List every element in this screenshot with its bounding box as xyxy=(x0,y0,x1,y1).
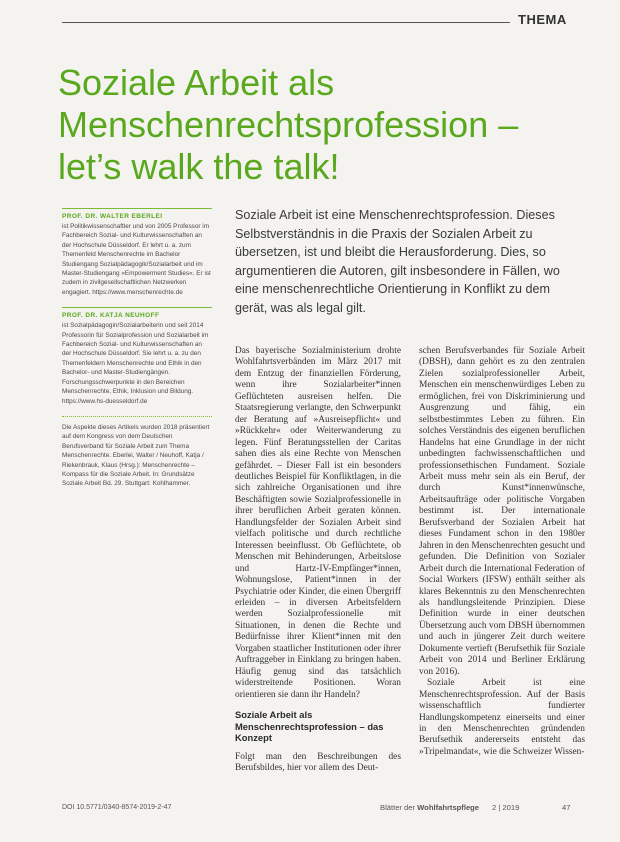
doi-reference: DOI 10.5771/0340-8574-2019-2-47 xyxy=(62,804,172,811)
body-paragraph: schen Berufsverbandes für Soziale Arbeit (DBSH), dann gehört es zu den zentralen Zielen sozialprofessioneller Arbeit, Menschen ein menschenwürdiges Leben zu ermöglichen, frei von Diskriminierung und Ausgrenzung und fähig, ein selbstbestimmtes Leben zu führen. Ein solches Verständnis des eigenen beruflichen Handelns hat eine Grundlage in der nicht unbedingten fachwissenschaftlichen und professionsethischen Fundament. Soziale Arbeit muss mehr sein als ein Beruf, der durch Kunst*innenwünsche, Arbeitsaufträge oder politische Vorgaben bestimmt ist. Der internationale Berufsverband der Sozialen Arbeit hat dieses Fundament schon in den 1980er Jahren in den Menschenrechten gesucht und gefunden. Die Definition von Sozialer Arbeit durch die International Federation of Social Workers (IFSW) enthält seither als klares Bekenntnis zu den Menschenrechten als handlungsleitende Prinzipien. Diese Definition wurde in einer deutschen Übersetzung auch vom DBSH übernommen und auch in jüngerer Zeit durch weitere Dokumente vertieft (Berufsethik für Soziale Arbeit von 2014 und Berliner Erklärung von 2016). xyxy=(419,346,585,677)
journal-name-bold: Wohlfahrtspflege xyxy=(417,803,480,812)
section-label: THEMA xyxy=(518,12,567,27)
author-info-2 xyxy=(62,307,212,406)
author-name: PROF. DR. WALTER EBERLEI xyxy=(62,213,163,220)
sidebar-note: Die Aspekte dieses Artikels wurden 2018 präsentiert auf dem Kongress von dem Deutschen Berufsverband für Soziale Arbeit zum Thema Menschenrechte. Eberlei, Walter / Neuhoff, Katja / Riekenbrauk, Klaus (Hrsg.): Menschenrechte – Kompass für die Soziale Arbeit. In: Grundsätze Soziale Arbeit Bd. 29. Stuttgart: Kohlhammer. xyxy=(62,416,212,489)
journal-name-prefix: Blätter der xyxy=(380,803,418,812)
lead-paragraph: Soziale Arbeit ist eine Menschenrechtsprofession. Dieses Selbstverständnis in die Praxis der Sozialen Arbeit zu übersetzen, ist und bleibt die Herausforderung. Dies, so argumentieren die Autoren, gilt insbesondere in Fällen, wo eine menschenrechtliche Orientierung in Konflikt zu dem gerät, was als legal gilt. xyxy=(235,208,560,315)
author-info-1 xyxy=(62,208,212,297)
header-rule xyxy=(62,22,510,23)
author-sidebar xyxy=(62,208,212,489)
body-paragraph: Folgt man den Beschreibungen des Berufsbildes, hier vor allem des Deut- xyxy=(235,751,401,773)
sidebar-divider xyxy=(62,307,212,308)
headline-line-3: let’s walk the talk! xyxy=(58,146,340,187)
page-footer xyxy=(62,804,582,818)
issue-number: 2 | 2019 xyxy=(492,803,520,812)
article-headline xyxy=(58,62,578,188)
section-subheading: Soziale Arbeit als Menschenrechtsprofession – das Konzept xyxy=(235,709,384,744)
body-paragraph: Das bayerische Sozialministerium drohte Wohlfahrtsverbänden im März 2017 mit dem Entzug der finanziellen Förderung, wenn ihre Sozialarbeiter*innen Geflüchteten ausreisen helfen. Die Staatsregierung verlangte, den Schwerpunkt der Beratung auf »Ausreisepflicht« und »Rückkehr« oder Weiterwanderung zu legen. Fünf Beratungsstellen der Caritas sahen dies als eine Rechte von Menschen gefährdet. – Dieser Fall ist ein besonders deutliches Beispiel für Konfliktlagen, in die sich zahlreiche Organisationen und ihre Beschäftigten sowie Sozialprofessionelle in ihrer beruflichen Arbeit geraten können. Handlungsfelder der Sozialen Arbeit sind vielfach politische und durch rechtliche Interessen beeinflusst. Ob Geflüchtete, ob Menschen mit Behinderungen, Arbeitslose und Hartz-IV-Empfänger*innen, Wohnungslose, Patient*innen in der Psychiatrie oder Kinder, die einen Übergriff erleiden – in diversen Arbeitsfeldern werden Sozialprofessionelle mit Situationen, in denen die Rechte und Bedürfnisse ihrer Klient*innen mit den Vorgaben staatlicher Institutionen oder ihrer Auftraggeber in Einklang zu bringen haben. Häufig genug sind das tatsächlich widerstreitende Positionen. Woran orientieren sie dann ihr Handeln? xyxy=(235,346,401,700)
page-number: 47 xyxy=(562,803,571,812)
author-name: PROF. DR. KATJA NEUHOFF xyxy=(62,312,160,320)
body-paragraph: Soziale Arbeit ist eine Menschenrechtsprofession. Auf der Basis wissenschaftlich fundierter Handlungskompetenz einerseits und einer in den Menschenrechten gründenden Berufsethik andererseits entsteht das »Tripelmandat«, wie die Schweizer Wissen- xyxy=(419,678,585,757)
journal-name xyxy=(380,803,479,812)
headline-line-1: Soziale Arbeit als xyxy=(58,62,335,103)
author-bio: ist Politikwissenschaftler und von 2005 Professor im Fachbereich Sozial- und Kulturwissenschaften an der Hochschule Düsseldorf. Er lehrt u. a. zum Themenfeld Menschenrechte im Bachelor Studiengang Sozialpädagogik/Sozialarbeit und im Master-Studiengang »Empowerment Studies«. Er ist zudem in zivilgesellschaftlichen Netzwerken engagiert. https://www.menschenrechte.de xyxy=(62,223,211,296)
sidebar-divider xyxy=(62,208,212,209)
body-column-right xyxy=(419,346,585,758)
body-column-left xyxy=(235,346,401,774)
headline-line-2: Menschenrechtsprofession – xyxy=(58,104,519,145)
author-bio: ist Sozialpädagogin/Sozialarbeiterin und seit 2014 Professorin für Sozialprofession und Sozialarbeit im Fachbereich Sozial- und Kulturwissenschaften an der Hochschule Düsseldorf. Sie lehrt u. a. zu den Themenfeldern Menschenrechte und Ethik in den Bachelor- und Master-Studiengängen. Forschungsschwerpunkte in den Bereichen Menschenrechte, Ethik, Inklusion und Bildung. https://www.hs-duesseldorf.de xyxy=(62,322,209,405)
